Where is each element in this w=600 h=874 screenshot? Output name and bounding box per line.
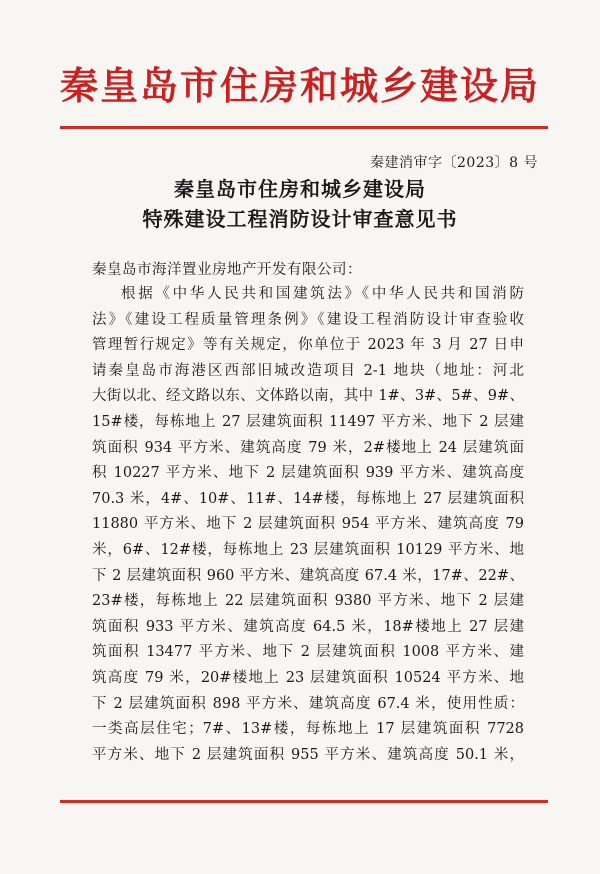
body-line: 筑面积 934 平方米、建筑高度 79 米，2#楼地上 24 层建筑面 (92, 439, 524, 456)
body-line: 管理暂行规定》等有关规定，你单位于 2023 年 3 月 27 日申 (92, 337, 524, 354)
body-line: 下 2 层建筑面积 960 平方米、建筑高度 67.4 米，17#、22#、 (92, 567, 524, 584)
body-line: 15#楼，每栋地上 27 层建筑面积 11497 平方米、地下 2 层建 (92, 413, 524, 430)
document-title-line2: 特殊建设工程消防设计审查意见书 (142, 207, 458, 231)
letterhead-divider (60, 126, 548, 129)
body-line: 法》《建设工程质量管理条例》《建设工程消防设计审查验收 (92, 311, 524, 328)
body-line: 筑高度 79 米，20#楼地上 23 层建筑面积 10524 平方米、地 (92, 669, 524, 686)
body-line: 筑面积 13477 平方米、地下 2 层建筑面积 1008 平方米、建 (92, 644, 524, 661)
document-title-line1: 秦皇岛市住房和城乡建设局 (174, 177, 426, 201)
body-line: 筑面积 933 平方米、建筑高度 64.5 米，18#楼地上 27 层建 (92, 618, 524, 635)
body-line: 下 2 层建筑面积 898 平方米、建筑高度 67.4 米，使用性质： (92, 695, 524, 712)
letterhead-title: 秦皇岛市住房和城乡建设局 (59, 63, 540, 108)
footer-divider (60, 800, 548, 803)
body-paragraph (92, 282, 524, 768)
body-line: 23#楼，每栋地上 22 层建筑面积 9380 平方米、地下 2 层建 (92, 593, 524, 610)
document-number: 秦建消审字〔2023〕8 号 (370, 155, 538, 171)
body-line: 根据《中华人民共和国建筑法》《中华人民共和国消防 (121, 286, 524, 302)
body-line: 积 10227 平方米、地下 2 层建筑面积 939 平方米、建筑高度 (92, 465, 524, 482)
body-line: 大街以北、经文路以东、文体路以南，其中 1#、3#、5#、9#、 (92, 388, 524, 405)
recipient: 秦皇岛市海洋置业房地产开发有限公司： (92, 262, 362, 278)
body-line: 11880 平方米、地下 2 层建筑面积 954 平方米、建筑高度 79 (92, 516, 524, 533)
body-line: 平方米、地下 2 层建筑面积 955 平方米、建筑高度 50.1 米， (92, 746, 524, 763)
body-line: 70.3 米，4#、10#、11#、14#楼，每栋地上 27 层建筑面积 (92, 490, 524, 507)
body-line: 米，6#、12#楼，每栋地上 23 层建筑面积 10129 平方米、地 (92, 541, 524, 558)
body-line: 一类高层住宅；7#、13#楼，每栋地上 17 层建筑面积 7728 (92, 721, 524, 738)
body-line: 请秦皇岛市海港区西部旧城改造项目 2-1 地块（地址：河北 (92, 362, 524, 379)
